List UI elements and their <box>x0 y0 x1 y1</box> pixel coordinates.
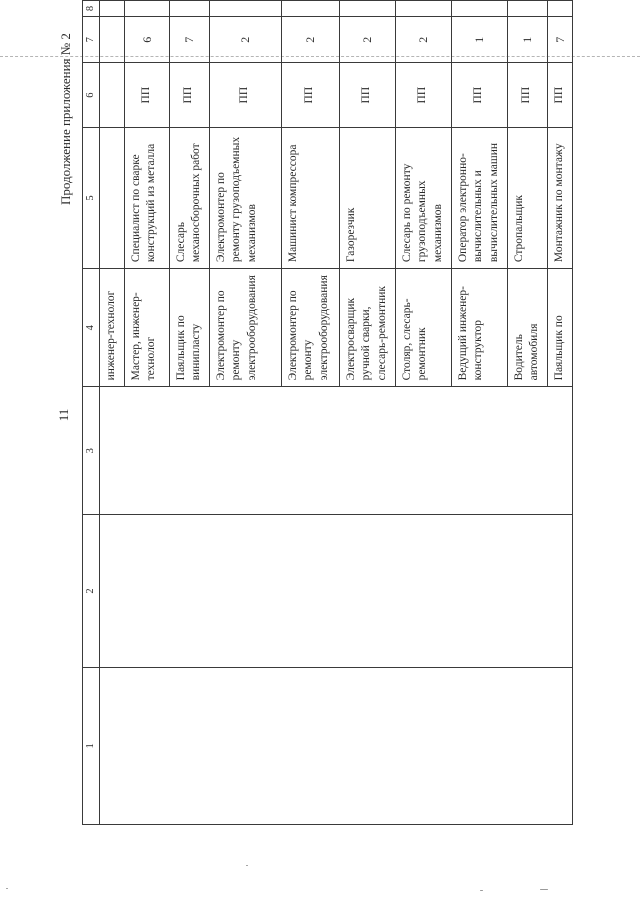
profession-cell: Машинист компрессора <box>281 127 339 268</box>
position-cell: Мастер, инженер-технолог <box>124 269 169 387</box>
profession-cell: Слесарь механосборочных работ <box>169 127 209 268</box>
column-number-cell: 1 <box>83 667 100 824</box>
position-cell: Электросварщик ручной сварки, слесарь-ремонтник <box>339 269 395 387</box>
col3-cell <box>100 387 573 515</box>
position-cell: инженер-технолог <box>100 269 125 387</box>
count-cell: 2 <box>281 16 339 63</box>
col8-cell <box>169 1 209 17</box>
count-cell: 1 <box>451 16 507 63</box>
profession-cell: Электромонтер по ремонту грузоподъемных механизмов <box>209 127 281 268</box>
count-cell: 2 <box>339 16 395 63</box>
count-cell: 7 <box>169 16 209 63</box>
count-cell: 2 <box>395 16 451 63</box>
count-cell: 7 <box>547 16 572 63</box>
profession-cell: Слесарь по ремонту грузоподъемных механизмов <box>395 127 451 268</box>
count-cell: 1 <box>507 16 547 63</box>
training-type-cell: ПП <box>339 63 395 127</box>
appendix-table <box>82 0 573 825</box>
column-number-cell: 8 <box>83 1 100 17</box>
training-type-cell: ПП <box>395 63 451 127</box>
training-type-cell: ПП <box>169 63 209 127</box>
appendix-caption: Продолжение приложения № 2 <box>58 33 73 205</box>
position-cell: Паяльщик по <box>547 269 572 387</box>
col8-cell <box>209 1 281 17</box>
profession-cell: Газорезчик <box>339 127 395 268</box>
position-cell: Столяр, слесарь-ремонтник <box>395 269 451 387</box>
training-type-cell <box>100 63 125 127</box>
profession-cell: Специалист по сварке конструкций из металла <box>124 127 169 268</box>
training-type-cell: ПП <box>507 63 547 127</box>
column-number-cell: 5 <box>83 127 100 268</box>
training-type-cell: ПП <box>209 63 281 127</box>
position-cell: Электромонтер по ремонту электрооборудования <box>209 269 281 387</box>
count-cell: 6 <box>124 16 169 63</box>
col1-cell <box>100 667 573 824</box>
col8-cell <box>281 1 339 17</box>
profession-cell <box>100 127 125 268</box>
count-cell <box>100 16 125 63</box>
column-number-cell: 4 <box>83 269 100 387</box>
col8-cell <box>507 1 547 17</box>
col2-cell <box>100 515 573 667</box>
table-row <box>100 1 125 825</box>
column-number-cell: 6 <box>83 63 100 127</box>
position-cell: Ведущий инженер-конструктор <box>451 269 507 387</box>
col8-cell <box>451 1 507 17</box>
training-type-cell: ПП <box>451 63 507 127</box>
profession-cell: Монтажник по монтажу <box>547 127 572 268</box>
table-header-row <box>83 1 100 825</box>
position-cell: Водитель автомобиля <box>507 269 547 387</box>
column-number-cell: 2 <box>83 515 100 667</box>
page-number: 11 <box>56 408 71 422</box>
position-cell: Электромонтер по ремонту электрооборудования <box>281 269 339 387</box>
col8-cell <box>100 1 125 17</box>
position-cell: Паяльщик по винипласту <box>169 269 209 387</box>
count-cell: 2 <box>209 16 281 63</box>
col8-cell <box>395 1 451 17</box>
col8-cell <box>339 1 395 17</box>
column-number-cell: 3 <box>83 387 100 515</box>
training-type-cell: ПП <box>281 63 339 127</box>
profession-cell: Оператор электронно-вычислительных и вычислительных машин <box>451 127 507 268</box>
profession-cell: Стропальщик <box>507 127 547 268</box>
col8-cell <box>547 1 572 17</box>
column-number-cell: 7 <box>83 16 100 63</box>
training-type-cell: ПП <box>124 63 169 127</box>
training-type-cell: ПП <box>547 63 572 127</box>
col8-cell <box>124 1 169 17</box>
